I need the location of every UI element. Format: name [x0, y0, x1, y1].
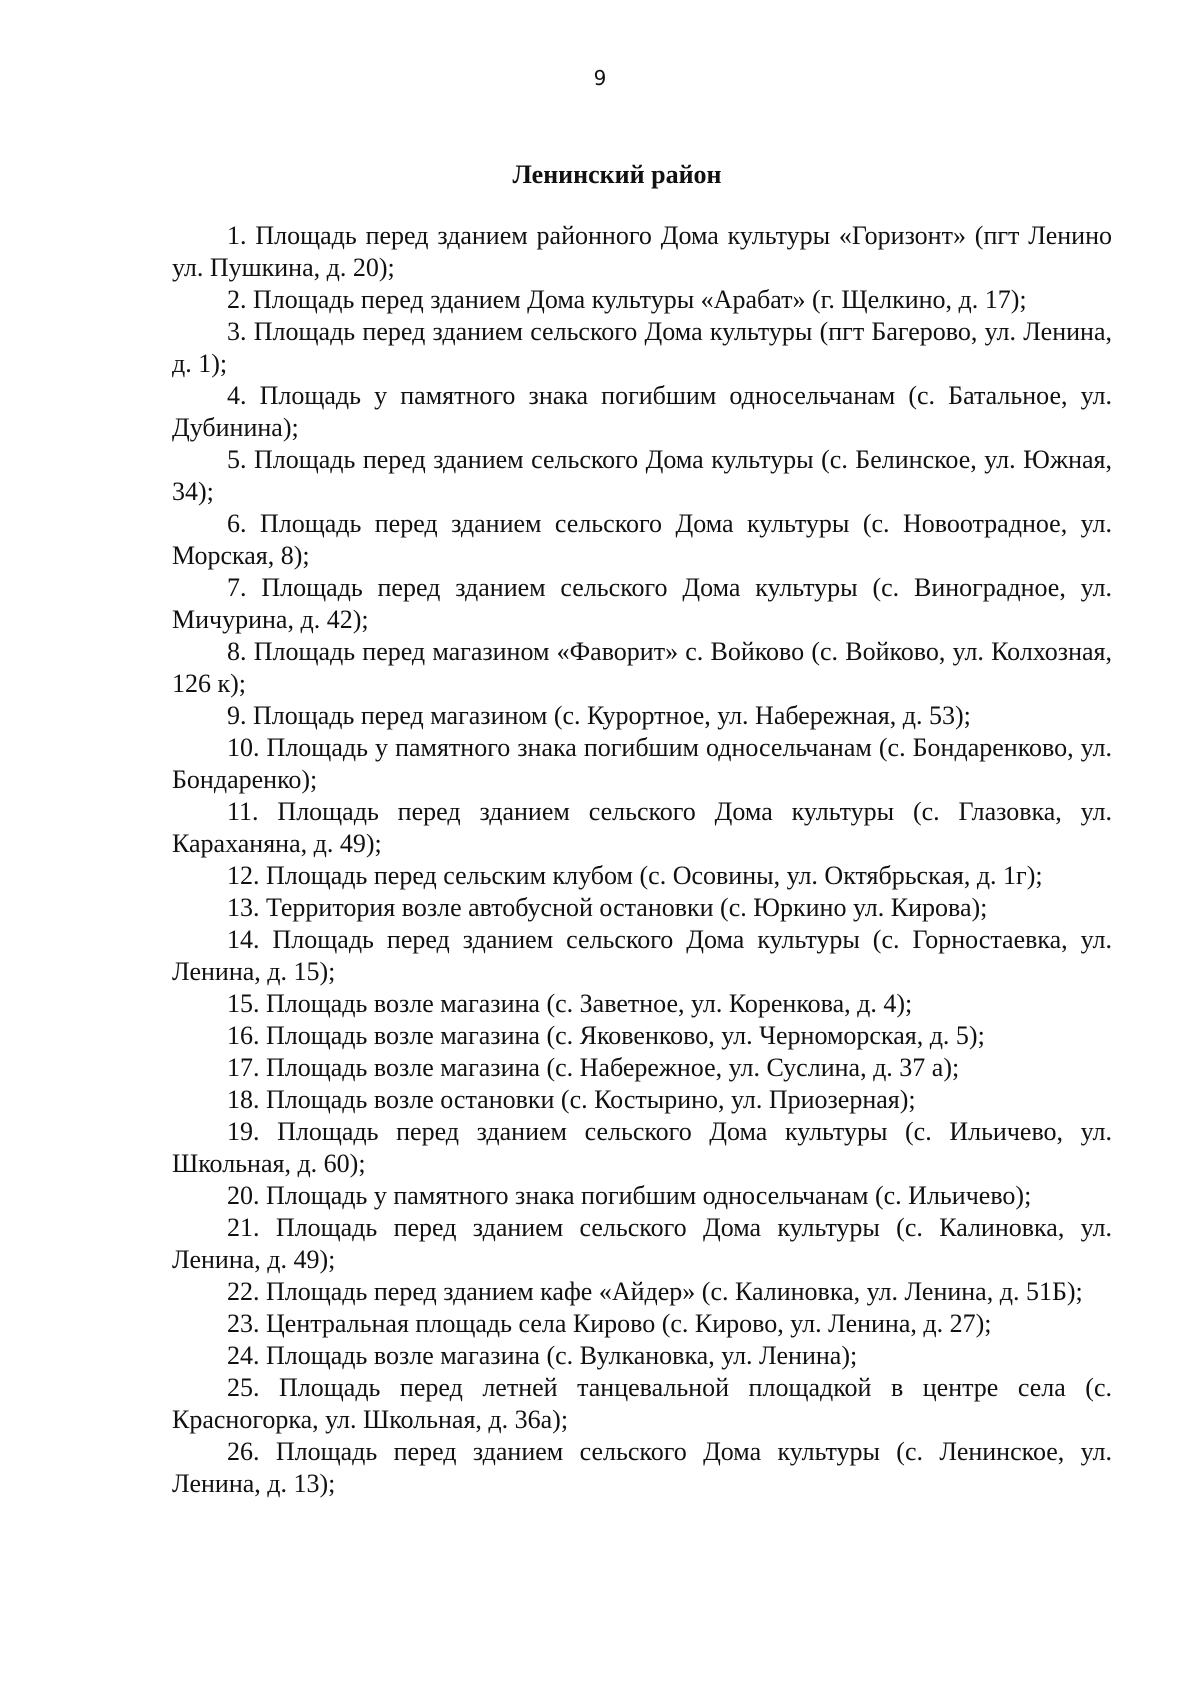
location-list: [172, 220, 1112, 1500]
list-item: 14. Площадь перед зданием сельского Дома культуры (с. Горностаевка, ул. Ленина, д. 15);: [172, 925, 1112, 986]
list-item: 18. Площадь возле остановки (с. Костырино, ул. Приозерная);: [227, 1085, 916, 1114]
list-item: 16. Площадь возле магазина (с. Яковенково, ул. Черноморская, д. 5);: [227, 1021, 985, 1050]
list-item: 20. Площадь у памятного знака погибшим односельчанам (с. Ильичево);: [227, 1181, 1032, 1210]
list-item: 22. Площадь перед зданием кафе «Айдер» (с. Калиновка, ул. Ленина, д. 51Б);: [227, 1277, 1083, 1306]
list-item: 12. Площадь перед сельским клубом (с. Осовины, ул. Октябрьская, д. 1г);: [227, 861, 1043, 890]
list-item: 7. Площадь перед зданием сельского Дома культуры (с. Виноградное, ул. Мичурина, д. 42);: [172, 573, 1112, 634]
list-item: 26. Площадь перед зданием сельского Дома культуры (с. Ленинское, ул. Ленина, д. 13);: [172, 1437, 1112, 1498]
list-item: 9. Площадь перед магазином (с. Курортное, ул. Набережная, д. 53);: [227, 701, 971, 730]
list-item: 4. Площадь у памятного знака погибшим односельчанам (с. Батальное, ул. Дубинина);: [172, 381, 1112, 442]
list-item: 3. Площадь перед зданием сельского Дома культуры (пгт Багерово, ул. Ленина, д. 1);: [172, 317, 1112, 378]
list-item: 6. Площадь перед зданием сельского Дома культуры (с. Новоотрадное, ул. Морская, 8);: [172, 509, 1112, 570]
list-item: 5. Площадь перед зданием сельского Дома культуры (с. Белинское, ул. Южная, 34);: [172, 445, 1112, 506]
list-item: 23. Центральная площадь села Кирово (с. Кирово, ул. Ленина, д. 27);: [227, 1309, 992, 1338]
page-number: 9: [593, 66, 607, 90]
list-item: 19. Площадь перед зданием сельского Дома культуры (с. Ильичево, ул. Школьная, д. 60);: [172, 1117, 1112, 1178]
list-item: 1. Площадь перед зданием районного Дома культуры «Горизонт» (пгт Ленино ул. Пушкина, д. 20);: [172, 221, 1112, 282]
list-item: 11. Площадь перед зданием сельского Дома культуры (с. Глазовка, ул. Караханяна, д. 49);: [172, 797, 1112, 858]
section-title: Ленинский район: [512, 160, 722, 189]
list-item: 17. Площадь возле магазина (с. Набережное, ул. Суслина, д. 37 а);: [227, 1053, 960, 1082]
list-item: 24. Площадь возле магазина (с. Вулкановка, ул. Ленина);: [227, 1341, 858, 1370]
list-item: 2. Площадь перед зданием Дома культуры «Арабат» (г. Щелкино, д. 17);: [227, 285, 1027, 314]
list-item: 15. Площадь возле магазина (с. Заветное, ул. Коренкова, д. 4);: [227, 989, 913, 1018]
list-item: 8. Площадь перед магазином «Фаворит» с. Войково (с. Войково, ул. Колхозная, 126 к);: [172, 637, 1112, 698]
list-item: 13. Территория возле автобусной остановки (с. Юркино ул. Кирова);: [227, 893, 988, 922]
list-item: 21. Площадь перед зданием сельского Дома культуры (с. Калиновка, ул. Ленина, д. 49);: [172, 1213, 1112, 1274]
list-item: 10. Площадь у памятного знака погибшим односельчанам (с. Бондаренково, ул. Бондаренко);: [172, 733, 1112, 794]
list-item: 25. Площадь перед летней танцевальной площадкой в центре села (с. Красногорка, ул. Школьная, д. 36а);: [172, 1373, 1112, 1434]
